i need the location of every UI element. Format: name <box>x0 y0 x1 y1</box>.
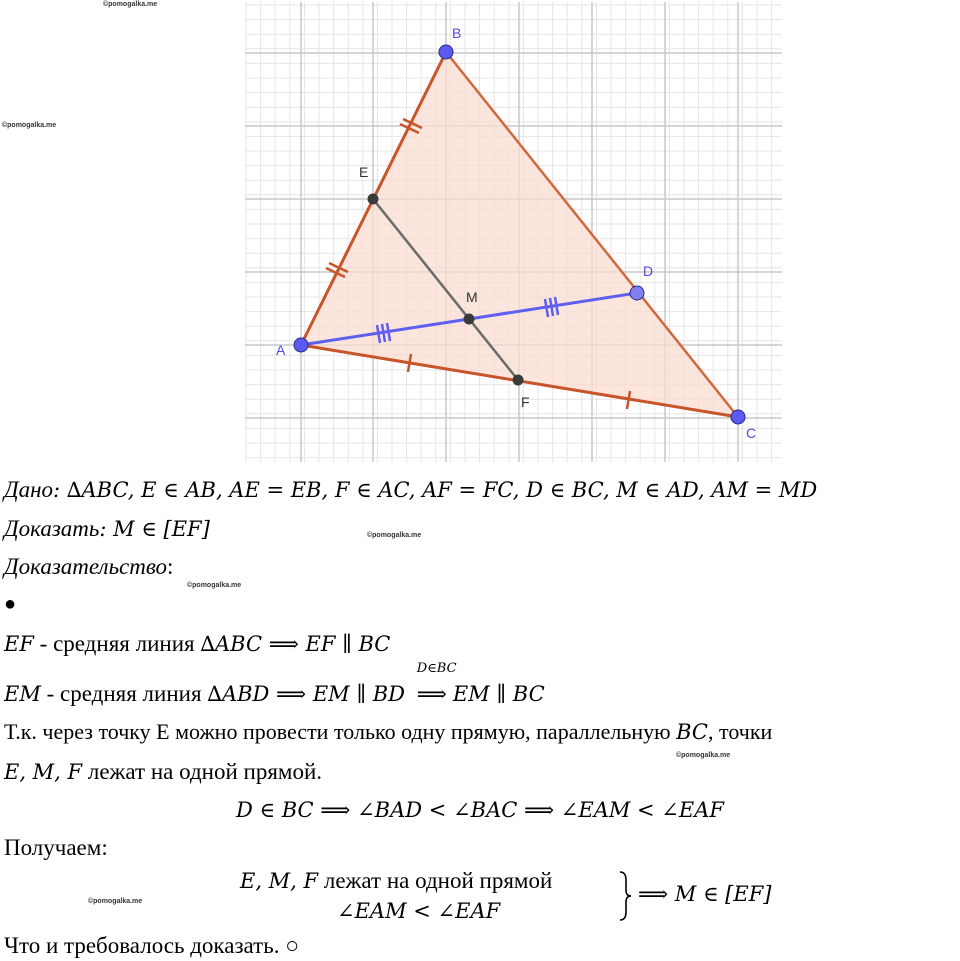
label-b: B <box>452 25 462 41</box>
system-block <box>240 868 800 928</box>
point-a <box>294 338 308 352</box>
line2-math-a: EM <box>4 682 41 706</box>
watermark: ©pomogalka.me <box>187 582 242 589</box>
proof-line-2 <box>4 661 545 706</box>
system-line-1 <box>240 868 552 894</box>
prove-label: Доказать <box>4 516 100 541</box>
line4-math: E, M, F <box>4 760 83 784</box>
watermark: ©pomogalka.me <box>2 122 57 129</box>
label-e: E <box>359 164 369 180</box>
line5-math: D ∈ BC ⟹ ∠BAD < ∠BAC ⟹ ∠EAM < ∠EAF <box>236 798 724 822</box>
geometry-figure <box>0 0 960 470</box>
given-line <box>4 478 817 501</box>
point-e <box>368 194 379 205</box>
system-text-1: лежат на одной прямой <box>318 868 553 893</box>
line2-text: - средняя линия <box>40 681 208 706</box>
label-a: A <box>276 342 286 358</box>
line1-math-c: ∆ABC ⟹ EF ∥ BC <box>200 632 391 656</box>
proof-line-5 <box>0 797 960 823</box>
label-f: F <box>521 394 530 410</box>
system-brace <box>618 870 632 922</box>
line2-arrow: ⟹ <box>416 682 447 706</box>
line3-end: , точки <box>708 719 773 744</box>
system-math-2: ∠EAM < ∠EAF <box>337 899 501 923</box>
given-math: : ∆ABC, E ∈ AB, AE = EB, F ∈ AC, AF = FC, D ∈ BC, M ∈ AD, AM = MD <box>53 478 818 502</box>
system-conclusion-math: ⟹ M ∈ [EF] <box>638 882 772 906</box>
proof-colon: : <box>167 554 174 579</box>
proof-label: Доказательство <box>4 554 168 579</box>
proof-line-4 <box>4 760 322 783</box>
line1-math-a: EF <box>4 632 34 656</box>
line3-text: Т.к. через точку Е можно провести только одну прямую, параллельную <box>4 719 677 744</box>
prove-line <box>4 517 210 540</box>
watermark: ©pomogalka.me <box>676 752 731 759</box>
prove-math: : M ∈ [EF] <box>99 517 210 541</box>
point-b <box>439 45 453 59</box>
bullet: ● <box>4 593 17 615</box>
system-conclusion <box>638 882 771 906</box>
system-math-1: E, M, F <box>240 869 319 893</box>
line2-math-c: ∆ABD ⟹ EM ∥ BD <box>207 682 405 706</box>
line2-math-d: EM ∥ BC <box>452 682 545 706</box>
proof-line-1 <box>4 632 390 655</box>
point-f <box>513 375 524 386</box>
qed-line: Что и требовалось доказать. ○ <box>4 933 300 958</box>
point-d <box>630 286 644 300</box>
watermark: ©pomogalka.me <box>88 898 143 905</box>
line4-text: лежат на одной прямой. <box>82 759 323 784</box>
label-c: C <box>746 425 757 441</box>
label-m: M <box>466 289 478 305</box>
proof-heading <box>4 555 173 578</box>
watermark: ©pomogalka.me <box>367 532 422 539</box>
line2-arrow-condition: D∈BC <box>416 661 457 676</box>
line3-math: BC <box>676 720 708 744</box>
point-c <box>731 410 745 424</box>
watermark: ©pomogalka.me <box>103 1 158 8</box>
given-label: Дано <box>4 477 54 502</box>
system-line-2 <box>337 899 500 923</box>
line1-text: - средняя линия <box>33 631 201 656</box>
label-d: D <box>643 263 654 279</box>
point-m <box>464 314 475 325</box>
getting-line: Получаем: <box>4 835 108 860</box>
proof-line-3 <box>4 721 772 743</box>
